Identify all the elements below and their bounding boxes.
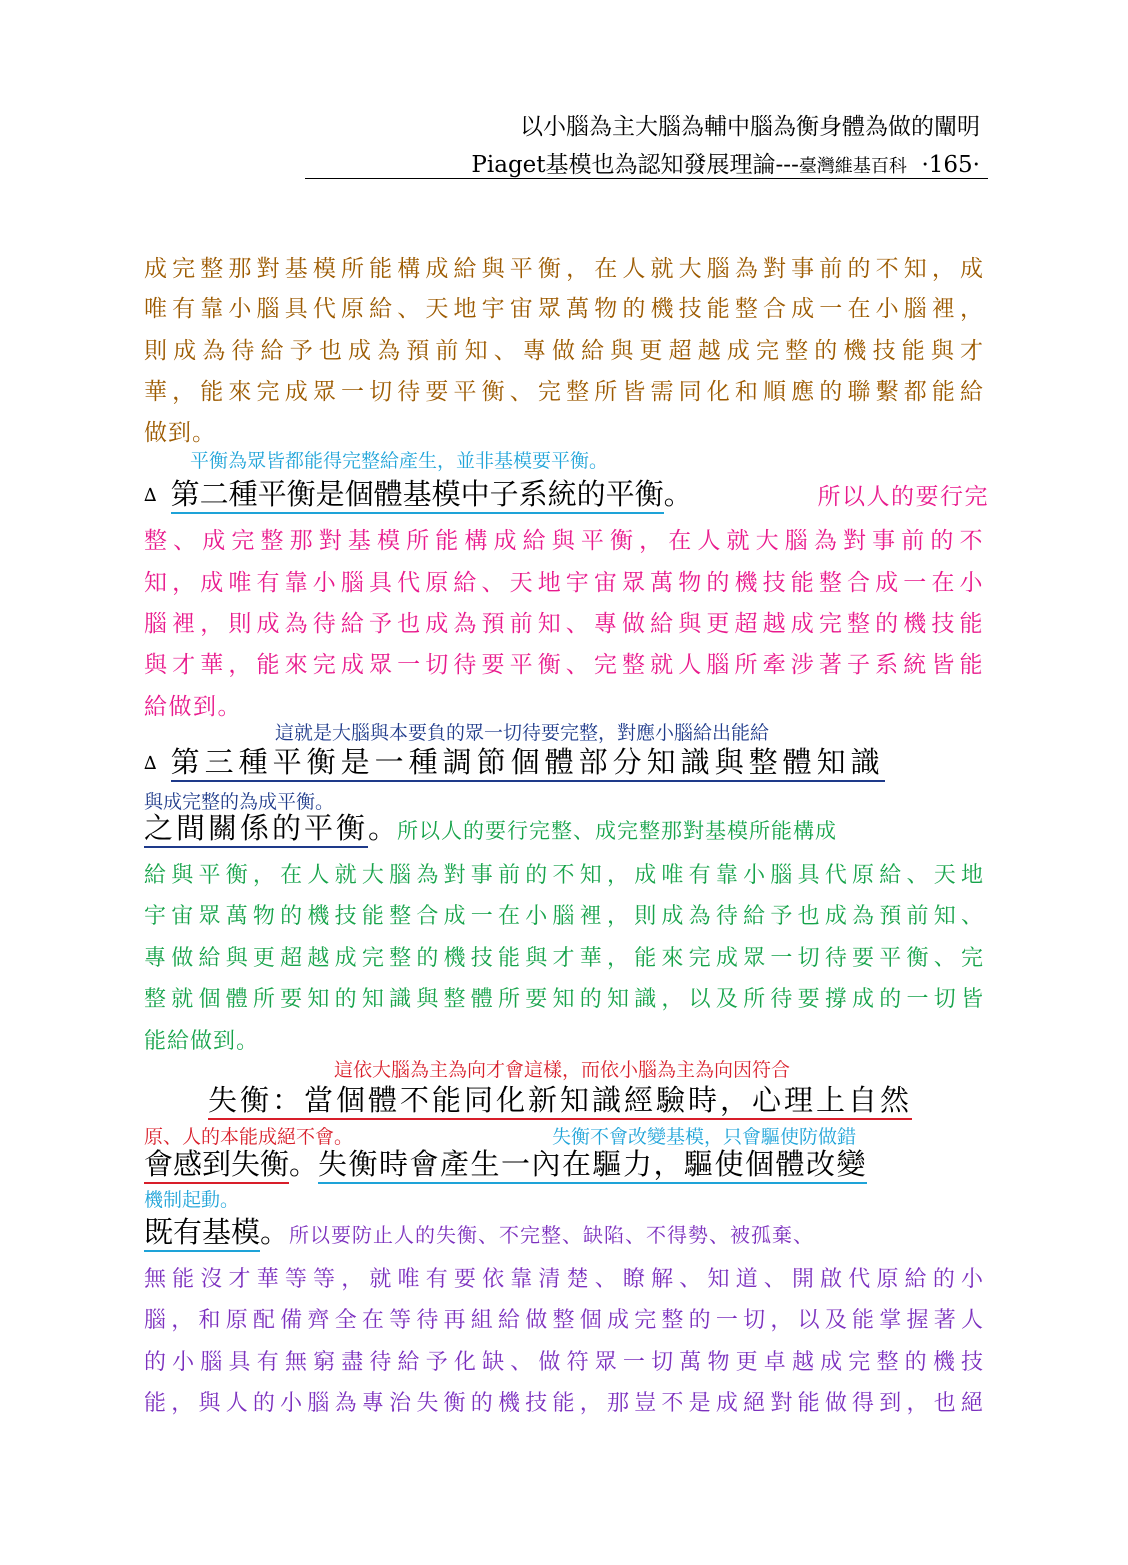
imbalance-line-b <box>144 1142 989 1183</box>
heading2-period: 。 <box>663 477 693 511</box>
annotation-navy-2: 與成完整的為成平衡。 <box>144 791 335 813</box>
imbalance-definition-a: 失衡：當個體不能同化新知識經驗時，心理上自然 <box>208 1083 912 1120</box>
annotation-red-1: 這依大腦為主為向才會這樣，而依小腦為主為向因符合 <box>334 1059 791 1081</box>
heading3-period: 。 <box>368 811 398 845</box>
para3-line-1: 給與平衡，在人就大腦為對事前的不知，成唯有靠小腦具代原給、天地 <box>144 863 984 888</box>
para1-line-5: 做到。 <box>144 420 216 446</box>
annotation-navy-1: 這就是大腦與本要負的眾一切待要完整，對應小腦給出能給 <box>275 722 770 744</box>
imbalance-line-c <box>144 1210 989 1251</box>
para2-line-5: 給做到。 <box>144 694 242 720</box>
imbalance-line-a <box>208 1078 986 1119</box>
header-main-text: Piaget基模也為認知發展理論--- <box>471 152 799 178</box>
imbalance-c-period: 。 <box>260 1215 290 1249</box>
heading-third-balance-a: 第三種平衡是一種調節個體部分知識與整體知識 <box>171 745 885 782</box>
para4-line-4: 能，與人的小腦為專治失衡的機技能，那豈不是成絕對能做得到，也絕 <box>144 1391 984 1416</box>
annotation-cyan-1: 平衡為眾皆都能得完整給產生，並非基模要平衡。 <box>190 450 609 472</box>
para2-line-2: 知，成唯有靠小腦具代原給、天地宇宙眾萬物的機技能整合成一在小 <box>144 570 984 596</box>
para3-line-4: 整就個體所要知的知識與整體所要知的知識，以及所待要撐成的一切皆 <box>144 987 984 1012</box>
para4-line-3: 的小腦具有無窮盡待給予化缺、做符眾一切萬物更卓越成完整的機技 <box>144 1350 984 1375</box>
heading3-line-b <box>144 806 989 847</box>
para4-lead: 所以要防止人的失衡、不完整、缺陷、不得勢、被孤棄、 <box>289 1223 815 1247</box>
running-header-title: 以小腦為主大腦為輔中腦為衡身體為做的闡明 <box>520 114 980 140</box>
para1-line-4: 華，能來完成眾一切待要平衡、完整所皆需同化和順應的聯繫都能給 <box>144 379 984 405</box>
imbalance-existing-schema: 既有基模 <box>144 1215 260 1252</box>
para3-line-3: 專做給與更超越成完整的機技能與才華，能來完成眾一切待要平衡、完 <box>144 946 984 971</box>
para3-line-2: 宇宙眾萬物的機技能整合成一在小腦裡，則成為待給予也成為預前知、 <box>144 904 984 929</box>
triangle-bullet-icon: ∆ <box>144 753 157 774</box>
imbalance-sep: 。 <box>289 1147 319 1181</box>
annotation-cyan-3: 機制起動。 <box>144 1189 240 1211</box>
annotation-red-2: 原、人的本能成絕不會。 <box>144 1126 354 1148</box>
para2-lead: 所以人的要行完 <box>817 484 989 510</box>
header-source: 臺灣維基百科 <box>798 156 907 177</box>
para2-line-4: 與才華，能來完成眾一切待要平衡、完整就人腦所牽涉著子系統皆能 <box>144 652 984 678</box>
para4-line-2: 腦，和原配備齊全在等待再組給做整個成完整的一切，以及能掌握著人 <box>144 1308 984 1333</box>
para2-line-3: 腦裡，則成為待給予也成為預前知、專做給與更超越成完整的機技能 <box>144 611 984 637</box>
page-number: ·165· <box>921 152 980 178</box>
para1-line-1: 成完整那對基模所能構成給與平衡，在人就大腦為對事前的不知，成 <box>144 256 984 282</box>
para4-line-1: 無能沒才華等等，就唯有要依靠清楚、瞭解、知道、開啟代原給的小 <box>144 1267 984 1292</box>
heading-second-balance: 第二種平衡是個體基模中子系統的平衡 <box>171 477 664 514</box>
imbalance-feel: 會感到失衡 <box>144 1147 289 1184</box>
header-rule <box>305 178 988 179</box>
heading2-line <box>144 472 989 513</box>
para1-line-3: 則成為待給予也成為預前知、專做給與更超越成完整的機技能與才 <box>144 338 984 364</box>
para3-lead: 所以人的要行完整、成完整那對基模所能構成 <box>397 819 838 843</box>
heading3-line-a <box>144 740 989 781</box>
triangle-bullet-icon: ∆ <box>144 485 157 506</box>
para2-line-1: 整、成完整那對基模所能構成給與平衡，在人就大腦為對事前的不 <box>144 528 984 554</box>
annotation-cyan-2: 失衡不會改變基模，只會驅使防做錯 <box>552 1126 857 1148</box>
heading-third-balance-b: 之間關係的平衡 <box>144 811 368 848</box>
para1-line-2: 唯有靠小腦具代原給、天地宇宙眾萬物的機技能整合成一在小腦裡， <box>144 296 984 322</box>
header-gap <box>907 152 922 178</box>
running-header-subtitle <box>471 146 980 179</box>
para3-line-5: 能給做到。 <box>144 1029 260 1054</box>
imbalance-drive: 失衡時會產生一內在驅力，驅使個體改變 <box>318 1147 867 1184</box>
